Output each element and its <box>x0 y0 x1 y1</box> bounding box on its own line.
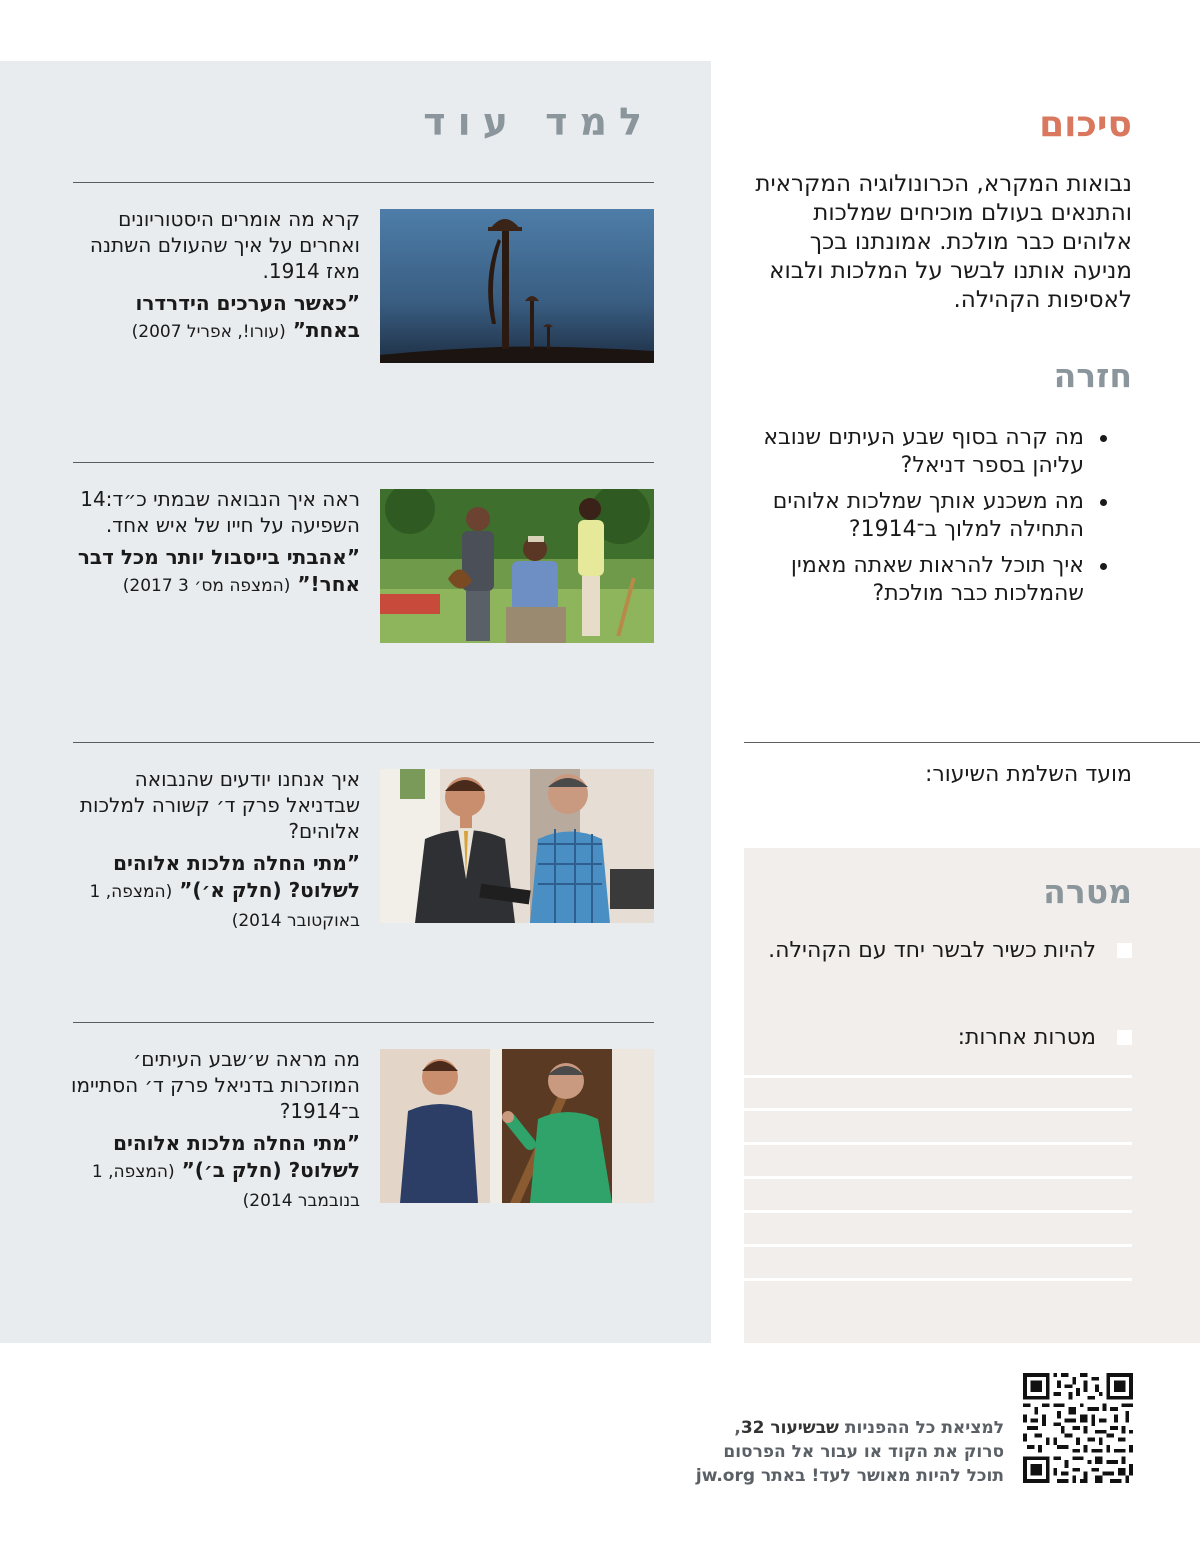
summary-title: סיכום <box>1039 104 1132 145</box>
learn-more-item-2 <box>70 486 360 600</box>
goal-item[interactable]: להיות כשיר לבשר יחד עם הקהילה. <box>760 936 1132 965</box>
divider <box>73 182 654 183</box>
review-question: איך תוכל להראות שאתה מאמין שהמלכות כבר מולכת? <box>745 552 1132 608</box>
article-link[interactable] <box>70 290 360 346</box>
learn-more-item-3 <box>70 766 360 935</box>
review-questions <box>745 424 1132 616</box>
divider <box>73 742 654 743</box>
footer-line-1: למציאת כל ההפניות שבשיעור 32, <box>734 1418 1004 1438</box>
summary-text: נבואות המקרא, הכרונולוגיה המקראית והתנאים בעולם מוכיחים שמלכות אלוהים כבר מולכת. אמונתנו בכך מניעה אותנו לבשר על המלכות ולבוא לאסיפות הקהילה. <box>755 171 1132 313</box>
article-title[interactable]: ”כאשר הערכים הידרדרו באחת” <box>135 291 360 342</box>
goal-panel <box>744 848 1200 1343</box>
goal-title: מטרה <box>1043 872 1132 911</box>
bullet-icon <box>1100 563 1107 570</box>
article-title[interactable]: ”מתי החלה מלכות אלוהים לשלוט? (חלק ב׳)” <box>113 1131 360 1182</box>
article-link[interactable] <box>70 850 360 935</box>
checkbox-icon[interactable] <box>1117 943 1132 958</box>
bullet-icon <box>1100 499 1107 506</box>
item-description: מה מראה ש׳שבע העיתים׳ המוזכרות בדניאל פרק ד׳ הסתיימו ב־1914? <box>71 1047 360 1123</box>
article-source: (המצפה מס׳ 3 2017) <box>122 576 291 596</box>
learn-more-title: למד עוד <box>423 100 654 144</box>
completion-date-label: מועד השלמת השיעור: <box>924 762 1132 787</box>
war-memorial-silhouette-photo <box>380 209 654 363</box>
family-park-photo <box>380 489 654 643</box>
review-question: מה משכנע אותך שמלכות אלוהים התחילה למלוך ב־1914? <box>745 488 1132 544</box>
writing-line[interactable] <box>744 1142 1132 1145</box>
review-title: חזרה <box>1053 356 1132 395</box>
two-men-talking-photo <box>380 769 654 923</box>
divider <box>73 1022 654 1023</box>
doorstep-conversation-photo <box>380 1049 654 1203</box>
article-title[interactable]: ”מתי החלה מלכות אלוהים לשלוט? (חלק א׳)” <box>113 851 360 902</box>
goal-item[interactable]: מטרות אחרות: <box>760 1023 1132 1052</box>
item-description: קרא מה אומרים היסטוריונים ואחרים על איך שהעולם השתנה מאז 1914. <box>89 207 360 283</box>
divider <box>73 462 654 463</box>
qr-code-icon[interactable] <box>1023 1373 1133 1483</box>
checkbox-icon[interactable] <box>1117 1030 1132 1045</box>
writing-line[interactable] <box>744 1210 1132 1213</box>
item-description: ראה איך הנבואה שבמתי כ״ד:14 השפיעה על חייו של איש אחד. <box>80 487 360 537</box>
article-link[interactable] <box>70 1130 360 1215</box>
article-source: (המצפה, 1 באוקטובר 2014) <box>89 882 360 931</box>
article-source: (עורו!, אפריל 2007) <box>131 322 286 342</box>
writing-line[interactable] <box>744 1176 1132 1179</box>
bullet-icon <box>1100 435 1107 442</box>
learn-more-item-1 <box>70 206 360 346</box>
item-description: איך אנחנו יודעים שהנבואה שבדניאל פרק ד׳ קשורה למלכות אלוהים? <box>79 767 360 843</box>
article-source: (המצפה, 1 בנובמבר 2014) <box>91 1162 360 1211</box>
writing-line[interactable] <box>744 1075 1132 1078</box>
footer-references-text <box>650 1416 1004 1488</box>
writing-line[interactable] <box>744 1244 1132 1247</box>
review-question: מה קרה בסוף שבע העיתים שנובא עליהן בספר דניאל? <box>745 424 1132 480</box>
writing-line[interactable] <box>744 1108 1132 1111</box>
footer-line-3[interactable]: תוכל להיות מאושר לעד! באתר jw.org <box>695 1466 1004 1486</box>
footer-line-2: סרוק את הקוד או עבור אל הפרסום <box>723 1442 1004 1462</box>
writing-line[interactable] <box>744 1278 1132 1281</box>
divider <box>744 742 1200 743</box>
article-title[interactable]: ”אהבתי בייסבול יותר מכל דבר אחר!” <box>77 545 360 596</box>
learn-more-item-4 <box>70 1046 360 1215</box>
article-link[interactable] <box>70 544 360 600</box>
